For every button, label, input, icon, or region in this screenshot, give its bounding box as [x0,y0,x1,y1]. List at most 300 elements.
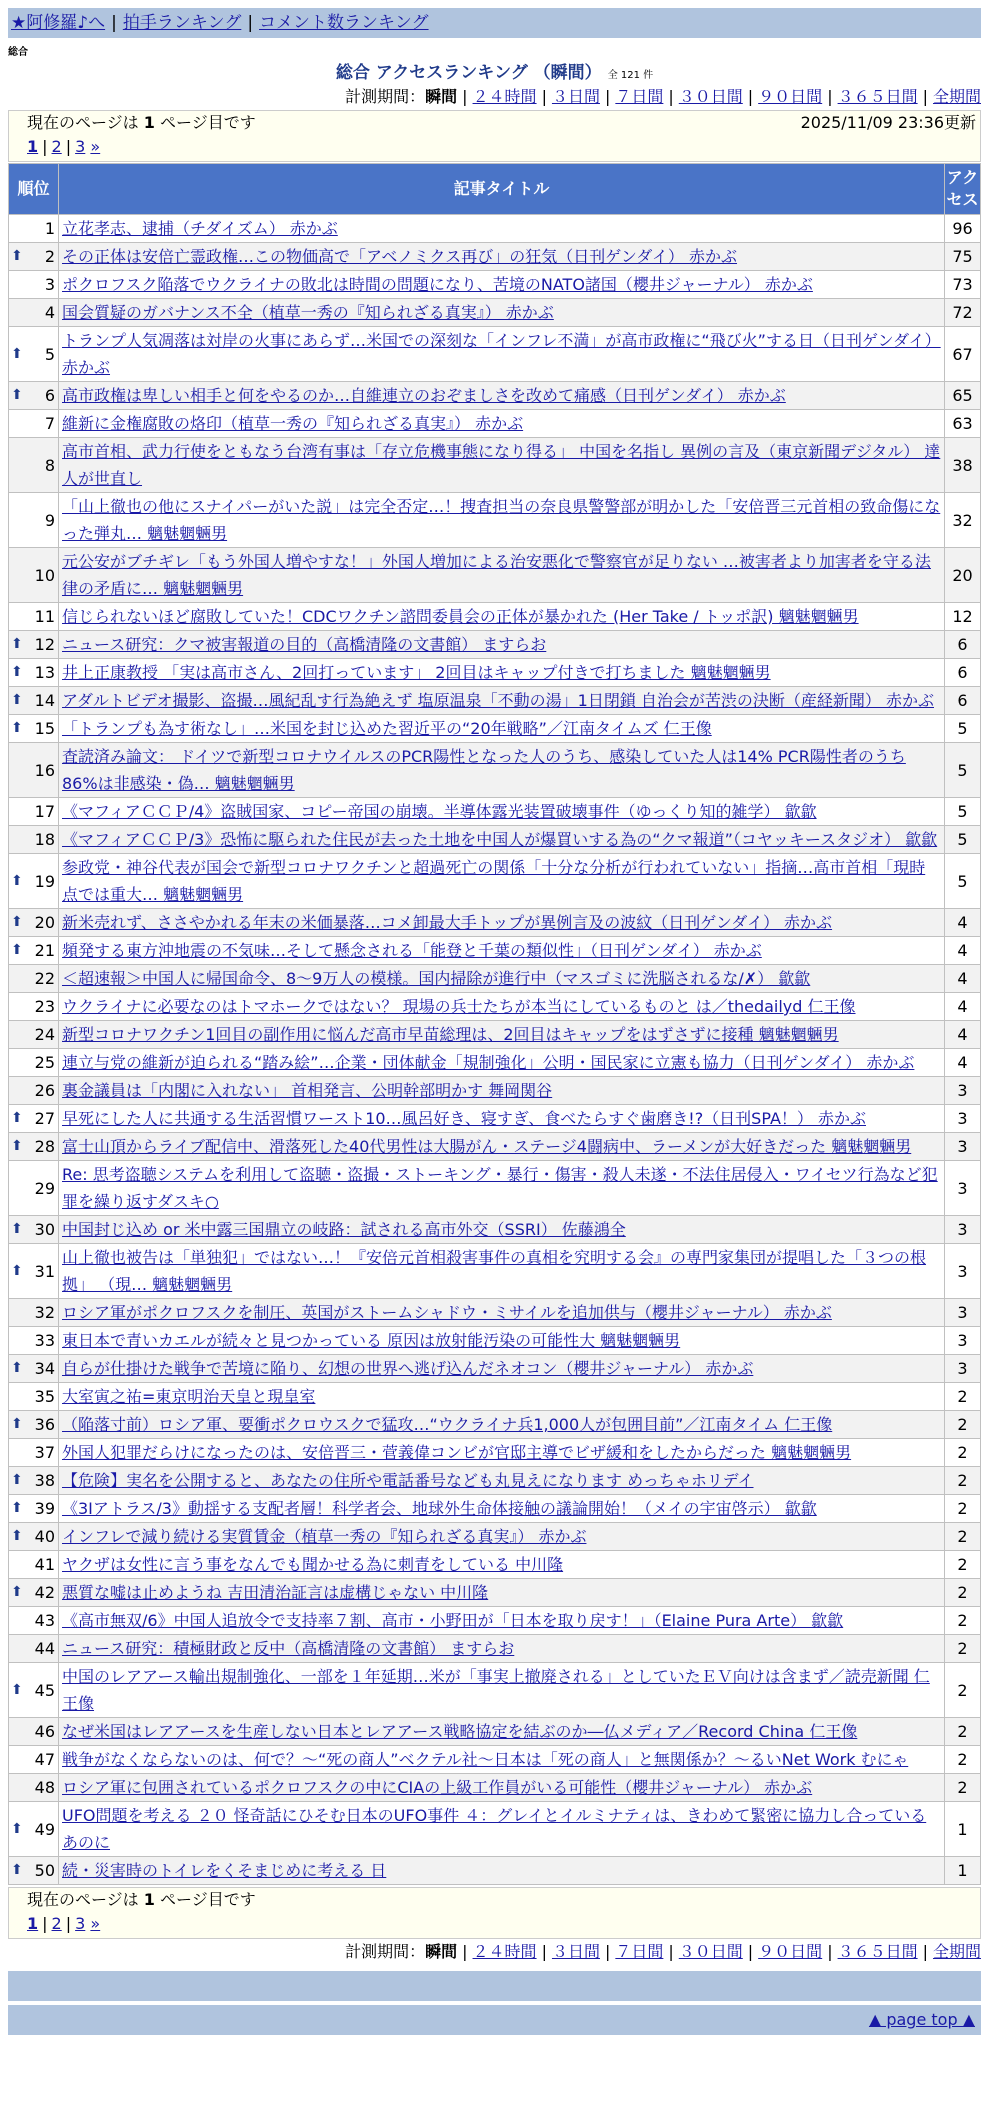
rank-cell [9,715,58,742]
table-row [9,715,980,742]
article-title-link[interactable]: 参政党・神谷代表が国会で新型コロナワクチンと超過死亡の関係「十分な分析が行われていない」指摘…高市首相「現時点では重大… 魑魅魍魎男 [62,858,926,904]
article-title-link[interactable]: 新米売れず、ささやかれる年末の米価暴落…コメ卸最大手トップが異例言及の波紋（日刊ゲンダイ） 赤かぶ [62,913,833,932]
table-row [9,1355,980,1382]
pager-status-suffix: ページ目です [160,113,256,132]
arrow-up-icon: ⬆ [11,1221,23,1237]
next-page-link[interactable]: » [90,137,101,156]
top-nav-bar [8,8,981,38]
rank-number: 38 [34,1471,55,1490]
article-title-link[interactable]: アダルトビデオ撮影、盗撮…風紀乱す行為絶えず 塩原温泉「不動の湯」1日閉鎖 自治会が苦渋の決断（産経新聞） 赤かぶ [62,691,934,710]
updated-timestamp: 2025/11/09 23:36更新 [800,113,976,132]
access-count: 4 [945,993,980,1020]
table-row [9,1299,980,1326]
access-count: 3 [945,1299,980,1326]
arrow-up-icon: ⬆ [11,1862,23,1878]
rank-cell [9,1607,58,1634]
rank-number: 42 [34,1583,55,1602]
table-row [9,1077,980,1104]
arrow-up-icon: ⬆ [11,1528,23,1544]
access-count: 12 [945,603,980,630]
rank-cell [9,743,58,797]
access-count: 3 [945,1077,980,1104]
title-cell [59,1383,944,1410]
article-title-link[interactable]: 連立与党の維新が迫られる“踏み絵”…企業・団体献金「規制強化」公明・国民家に立憲も協力（日刊ゲンダイ） 赤かぶ [62,1053,915,1072]
access-count: 6 [945,687,980,714]
rank-number: 30 [34,1220,55,1239]
title-cell [59,659,944,686]
table-row [9,1635,980,1662]
period-separator: | [827,1942,833,1961]
access-count: 5 [945,826,980,853]
arrow-up-icon: ⬆ [11,1110,23,1126]
article-title-link[interactable]: ロシア軍に包囲されているポクロフスクの中にCIAの上級工作員がいる可能性（櫻井ジャーナル） 赤かぶ [62,1778,813,1797]
title-cell [59,1495,944,1522]
access-count: 2 [945,1467,980,1494]
rank-cell [9,1077,58,1104]
page-link[interactable]: 2 [51,137,62,156]
arrow-up-icon: ⬆ [11,248,23,264]
rank-cell [9,687,58,714]
category-label: 総合 [8,47,28,58]
table-row [9,993,980,1020]
article-title-link[interactable]: 《マフィアＣＣＰ/3》恐怖に駆られた住民が去った土地を中国人が爆買いする為の“クマ報道”（コヤッキースタジオ） 歙歙 [62,830,938,849]
article-title-link[interactable]: 中国のレアアース輸出規制強化、一部を１年延期…米が「事実上撤廃される」としていたＥＶ向けは含まず／読売新聞 仁王像 [62,1667,930,1713]
rank-cell [9,1383,58,1410]
table-row [9,1049,980,1076]
article-title-link[interactable]: 戦争がなくならないのは、何で？〜“死の商人”ベクテル社〜日本は「死の商人」と無関係か？〜るいNet Work むにゃ [62,1750,909,1769]
title-cell [59,965,944,992]
article-title-link[interactable]: 富士山頂からライブ配信中、滑落死した40代男性は大腸がん・ステージ4闘病中、ラーメンが大好きだった 魑魅魍魎男 [62,1137,912,1156]
rank-cell [9,826,58,853]
rank-cell [9,1467,58,1494]
article-title-link[interactable]: （陥落寸前）ロシア軍、要衝ポクロウスクで猛攻…“ウクライナ兵1,000人が包囲目前”／江南タイム 仁王像 [62,1415,833,1434]
page-link[interactable]: 3 [75,137,86,156]
rank-cell [9,1021,58,1048]
rank-cell [9,1244,58,1298]
access-count: 3 [945,1327,980,1354]
rank-cell [9,299,58,326]
rank-cell [9,382,58,409]
title-cell [59,1746,944,1773]
rank-cell [9,631,58,658]
title-cell [59,1635,944,1662]
rank-cell [9,993,58,1020]
table-row [9,1857,980,1884]
title-cell [59,798,944,825]
article-title-link[interactable]: 【危険】実名を公開すると、あなたの住所や電話番号なども丸見えになります めっちゃホリデイ [62,1471,754,1490]
article-title-link[interactable]: 山上徹也被告は「単独犯」ではない…！『安倍元首相殺害事件の真相を究明する会』の専門家集団が提唱した「３つの根拠」 （現… 魑魅魍魎男 [62,1248,927,1294]
period-separator: | [462,87,468,106]
access-count: 2 [945,1383,980,1410]
rank-cell [9,1133,58,1160]
table-row [9,603,980,630]
rank-number: 14 [34,691,55,710]
article-title-link[interactable]: 悪質な嘘は止めようね 吉田清治証言は虚構じゃない 中川隆 [62,1583,489,1602]
rank-cell [9,1663,58,1717]
period-separator: | [604,87,611,106]
table-row [9,1439,980,1466]
rank-number: 1 [44,219,55,238]
article-title-link[interactable]: 東日本で青いカエルが続々と見つかっている 原因は放射能汚染の可能性大 魑魅魍魎男 [62,1331,681,1350]
arrow-up-icon: ⬆ [11,1472,23,1488]
access-count: 3 [945,1133,980,1160]
rank-cell [9,243,58,270]
article-title-link[interactable]: 《マフィアＣＣＰ/4》盗賊国家、コピー帝国の崩壊。半導体露光装置破壊事件（ゆっくり知的雑学） 歙歙 [62,802,817,821]
rank-number: 46 [34,1722,55,1741]
access-count: 3 [945,1355,980,1382]
period-separator: | [827,87,833,106]
article-title-link[interactable]: トランプ人気凋落は対岸の火事にあらず…米国での深刻な「インフレ不満」が高市政権に“飛び火”する日（日刊ゲンダイ） 赤かぶ [62,331,941,377]
rank-number: 12 [34,635,55,654]
rank-number: 7 [44,414,55,433]
access-count: 4 [945,909,980,936]
period-link[interactable]: ３０日間 [678,87,743,106]
table-row [9,1551,980,1578]
access-count: 4 [945,965,980,992]
rank-number: 3 [44,275,55,294]
article-title-link[interactable]: 自らが仕掛けた戦争で苦境に陥り、幻想の世界へ逃げ込んだネオコン（櫻井ジャーナル） 赤かぶ [62,1359,754,1378]
period-separator: | [668,87,674,106]
period-separator: | [604,1942,611,1961]
rank-number: 31 [34,1261,55,1281]
table-row [9,1495,980,1522]
pager-bottom [8,1887,981,1939]
title-cell [59,1718,944,1745]
rank-number: 28 [34,1137,55,1156]
rank-number: 15 [34,719,55,738]
article-title-link[interactable]: ロシア軍がポクロフスクを制圧、英国がストームシャドウ・ミサイルを追加供与（櫻井ジャーナル） 赤かぶ [62,1303,832,1322]
rank-cell [9,493,58,547]
rank-cell [9,854,58,908]
table-row [9,1746,980,1773]
rank-number: 37 [34,1443,55,1462]
rank-cell [9,438,58,492]
article-title-link[interactable]: ウクライナに必要なのはトマホークではない？ 現場の兵士たちが本当にしているものと は／thedailyd 仁王像 [62,997,856,1016]
home-link[interactable]: ★阿修羅♪へ [11,13,106,33]
article-title-link[interactable]: 維新に金権腐敗の烙印（植草一秀の『知られざる真実』） 赤かぶ [62,414,524,433]
article-title-link[interactable]: 中国封じ込め or 米中露三国鼎立の岐路：試される高市外交（SSRI） 佐藤鴻全 [62,1220,626,1239]
access-count: 72 [945,299,980,326]
table-row [9,548,980,602]
rank-number: 21 [34,941,55,960]
rank-number: 44 [34,1639,55,1658]
title-cell [59,1133,944,1160]
access-count: 96 [945,215,980,242]
table-row [9,743,980,797]
rank-number: 39 [34,1499,55,1518]
rank-number: 18 [34,830,55,849]
period-link[interactable]: ３６５日間 [837,1942,918,1961]
period-link[interactable]: ３日間 [551,87,600,106]
arrow-up-icon: ⬆ [11,1584,23,1600]
table-row [9,798,980,825]
page-title-text: 総合 アクセスランキング （瞬間） [335,63,602,83]
rank-number: 13 [34,663,55,682]
access-count: 2 [945,1774,980,1801]
pager-separator: | [65,1914,72,1933]
page-top-link[interactable]: ▲ page top ▲ [868,2010,975,2029]
title-cell [59,438,944,492]
rank-cell [9,271,58,298]
pager-status-suffix: ページ目です [160,1890,256,1909]
page-link-current[interactable]: 1 [27,137,39,156]
article-title-link[interactable]: 裏金議員は「内閣に入れない」 首相発言、公明幹部明かす 舞岡関谷 [62,1081,553,1100]
period-selector-top [8,86,981,108]
table-row [9,327,980,381]
table-row [9,965,980,992]
article-title-link[interactable]: その正体は安倍亡霊政権…この物価高で「アベノミクス再び」の狂気（日刊ゲンダイ） 赤かぶ [62,247,738,266]
pager-status-row [27,1888,976,1912]
rank-number: 36 [34,1415,55,1434]
article-title-link[interactable]: 「山上徹也の他にスナイパーがいた説」は完全否定…！捜査担当の奈良県警警部が明かした「安倍晋三元首相の致命傷になった弾丸… 魑魅魍魎男 [62,497,941,543]
period-separator: | [922,1942,928,1961]
access-count: 2 [945,1746,980,1773]
period-link[interactable]: ３日間 [551,1942,600,1961]
next-page-link[interactable]: » [90,1914,101,1933]
rank-cell [9,603,58,630]
arrow-up-icon: ⬆ [11,1262,23,1279]
rank-cell [9,1299,58,1326]
article-title-link[interactable]: ヤクザは女性に言う事をなんでも聞かせる為に刺青をしている 中川隆 [62,1555,564,1574]
rank-cell [9,1439,58,1466]
article-title-link[interactable]: 元公安がブチギレ「もう外国人増やすな！」外国人増加による治安悪化で警察官が足りない …被害者より加害者を守る法律の矛盾に… 魑魅魍魎男 [62,552,931,598]
title-cell [59,1105,944,1132]
article-title-link[interactable]: 査読済み論文： ドイツで新型コロナウイルスのPCR陽性となった人のうち、感染していた人は14% PCR陽性者のうち86%は非感染・偽… 魑魅魍魎男 [62,747,906,793]
table-row [9,271,980,298]
arrow-up-icon: ⬆ [11,387,23,403]
rank-number: 6 [44,386,55,405]
arrow-up-icon: ⬆ [11,664,23,680]
table-row [9,1161,980,1215]
access-count: 4 [945,937,980,964]
rank-number: 10 [34,565,55,585]
title-cell [59,1021,944,1048]
pager-status-prefix: 現在のページは [27,1890,139,1909]
rank-cell [9,1161,58,1215]
table-row [9,1383,980,1410]
access-count: 4 [945,1021,980,1048]
article-title-link[interactable]: 立花孝志、逮捕（チダイズム） 赤かぶ [62,219,338,238]
rank-cell [9,937,58,964]
rank-number: 50 [34,1861,55,1880]
table-row [9,215,980,242]
period-selector-bottom [8,1941,981,1963]
pager-separator: | [42,1914,48,1933]
article-title-link[interactable]: 続・災害時のトイレをくそまじめに考える 日 [62,1861,387,1880]
period-current: 瞬間 [425,1942,458,1961]
rank-number: 29 [34,1178,55,1198]
table-row [9,1579,980,1606]
period-link[interactable]: ３６５日間 [837,87,918,106]
article-title-link[interactable]: 高市政権は卑しい相手と何をやるのか…自維連立のおぞましさを改めて痛感（日刊ゲンダイ） 赤かぶ [62,386,786,405]
arrow-up-icon: ⬆ [11,345,23,362]
period-label: 計測期間： [345,87,426,106]
access-count: 2 [945,1495,980,1522]
applause-ranking-link[interactable]: 拍手ランキング [122,13,242,33]
title-cell [59,1857,944,1884]
rank-number: 43 [34,1611,55,1630]
article-title-link[interactable]: 信じられないほど腐敗していた！CDCワクチン諮問委員会の正体が暴かれた (Her Take / トッポ訳) 魑魅魍魎男 [62,607,859,626]
table-row [9,299,980,326]
table-row [9,854,980,908]
page-link[interactable]: 3 [75,1914,86,1933]
article-title-link[interactable]: ＜超速報＞中国人に帰国命令、8〜9万人の模様。国内掃除が進行中（マスゴミに洗脳されるな/✗） 歙歙 [62,969,811,988]
title-cell [59,743,944,797]
arrow-up-icon: ⬆ [11,1416,23,1432]
article-title-link[interactable]: インフレで減り続ける実質賃金（植草一秀の『知られざる真実』） 赤かぶ [62,1527,587,1546]
access-count: 2 [945,1551,980,1578]
rank-cell [9,1579,58,1606]
rank-cell [9,327,58,381]
access-count: 5 [945,743,980,797]
article-title-link[interactable]: Re: 思考盗聴システムを利用して盗聴・盗撮・ストーキング・暴行・傷害・殺人未遂・不法住居侵入・ワイセツ行為など犯罪を繰り返すダスキ○ [62,1165,938,1211]
access-count: 3 [945,1216,980,1243]
table-row [9,1105,980,1132]
arrow-up-icon: ⬆ [11,942,23,958]
ranking-table [8,163,981,1885]
rank-cell [9,548,58,602]
article-title-link[interactable]: 外国人犯罪だらけになったのは、安倍晋三・菅義偉コンビが官邸主導でビザ緩和をしたからだった 魑魅魍魎男 [62,1443,852,1462]
arrow-up-icon: ⬆ [11,1820,23,1837]
period-link[interactable]: ９０日間 [758,87,823,106]
period-link[interactable]: ２４時間 [472,1942,537,1961]
access-count: 4 [945,1049,980,1076]
access-count: 5 [945,854,980,908]
period-separator: | [747,87,754,106]
pager-status-prefix: 現在のページは [27,113,139,132]
arrow-up-icon: ⬆ [11,692,23,708]
period-label: 計測期間： [345,1942,426,1961]
article-title-link[interactable]: 新型コロナワクチン1回目の副作用に悩んだ高市早苗総理は、2回目はキャップをはずさずに接種 魑魅魍魎男 [62,1025,839,1044]
rank-cell [9,215,58,242]
title-cell [59,1411,944,1438]
rank-number: 8 [44,455,55,475]
rank-number: 45 [34,1680,55,1700]
table-row [9,1663,980,1717]
access-count: 32 [945,493,980,547]
title-cell [59,993,944,1020]
pager-status [27,1888,256,1912]
period-separator: | [747,1942,754,1961]
rank-number: 19 [34,871,55,891]
table-row [9,1411,980,1438]
period-link[interactable]: ２４時間 [472,87,537,106]
table-row [9,243,980,270]
rank-cell [9,1746,58,1773]
article-title-link[interactable]: 国会質疑のガバナンス不全（植草一秀の『知られざる真実』） 赤かぶ [62,303,554,322]
title-cell [59,1523,944,1550]
access-count: 38 [945,438,980,492]
article-title-link[interactable]: 「トランプも為す術なし」…米国を封じ込めた習近平の“20年戦略”／江南タイムズ 仁王像 [62,719,712,738]
access-count: 1 [945,1802,980,1856]
article-title-link[interactable]: ニュース研究：積極財政と反中（高橋清隆の文書館） ますらお [62,1639,515,1658]
rank-number: 22 [34,969,55,988]
article-title-link[interactable]: なぜ米国はレアアースを生産しない日本とレアアース戦略協定を結ぶのか―仏メディア／Record China 仁王像 [62,1722,858,1741]
pager-separator: | [65,137,72,156]
period-link[interactable]: ３０日間 [678,1942,743,1961]
access-count: 6 [945,659,980,686]
access-count: 73 [945,271,980,298]
pager-status-row [27,111,976,135]
rank-cell [9,410,58,437]
article-title-link[interactable]: UFO問題を考える ２０ 怪奇話にひそむ日本のUFO事件 ４：グレイとイルミナティは、きわめて緊密に協力し合っている あのに [62,1806,927,1852]
rank-number: 47 [34,1750,55,1769]
rank-cell [9,1635,58,1662]
comment-ranking-link[interactable]: コメント数ランキング [259,13,429,33]
rank-cell [9,659,58,686]
title-cell [59,909,944,936]
article-title-link[interactable]: 早死にした人に共通する生活習慣ワースト10…風呂好き、寝すぎ、食べたらすぐ歯磨き!?（日刊SPA！） 赤かぶ [62,1109,866,1128]
page-link[interactable]: 2 [51,1914,62,1933]
article-title-link[interactable]: 高市首相、武力行使をともなう台湾有事は「存立危機事態になり得る」 中国を名指し 異例の言及（東京新聞デジタル） 達人が世直し [62,442,941,488]
period-separator: | [922,87,928,106]
table-row [9,1802,980,1856]
title-cell [59,215,944,242]
article-title-link[interactable]: ポクロフスク陥落でウクライナの敗北は時間の問題になり、苦境のNATO諸国（櫻井ジャーナル） 赤かぶ [62,275,813,294]
table-row [9,438,980,492]
arrow-up-icon: ⬆ [11,1138,23,1154]
period-link[interactable]: ９０日間 [758,1942,823,1961]
rank-cell [9,1718,58,1745]
pager-links-row [27,135,976,159]
access-count: 2 [945,1523,980,1550]
bottom-bar [8,1971,981,2001]
article-title-link[interactable]: ニュース研究：クマ被害報道の目的（高橋清隆の文書館） ますらお [62,635,547,654]
article-title-link[interactable]: 頻発する東方沖地震の不気味…そして懸念される「能登と千葉の類似性」（日刊ゲンダイ） 赤かぶ [62,941,762,960]
period-separator: | [668,1942,674,1961]
col-rank-header: 順位 [9,164,58,214]
rank-number: 24 [34,1025,55,1044]
pager-status [27,111,256,135]
title-cell [59,1161,944,1215]
title-cell [59,937,944,964]
title-cell [59,1216,944,1243]
title-cell [59,1327,944,1354]
rank-number: 20 [34,913,55,932]
pager-top [8,110,981,162]
rank-cell [9,1495,58,1522]
title-cell [59,548,944,602]
article-title-link[interactable]: 大室寅之祐=東京明治天皇と現皇室 [62,1387,316,1406]
title-cell [59,1244,944,1298]
table-row [9,909,980,936]
title-cell [59,631,944,658]
period-link[interactable]: ７日間 [615,87,664,106]
page-link-current[interactable]: 1 [27,1914,39,1933]
period-link[interactable]: 全期間 [932,87,981,106]
title-cell [59,826,944,853]
table-row [9,826,980,853]
article-title-link[interactable]: 《3Iアトラス/3》動揺する支配者層！科学者会、地球外生命体接触の議論開始！（メイの宇宙啓示） 歙歙 [62,1499,817,1518]
title-cell [59,603,944,630]
article-title-link[interactable]: 《高市無双/6》中国人追放令で支持率７割、高市・小野田が「日本を取り戻す！」（Elaine Pura Arte） 歙歙 [62,1611,844,1630]
rank-number: 40 [34,1527,55,1546]
access-count: 2 [945,1663,980,1717]
rank-cell [9,1105,58,1132]
table-row [9,1244,980,1298]
rank-number: 49 [34,1819,55,1839]
table-row [9,659,980,686]
pager-links-row [27,1912,976,1936]
period-link[interactable]: ７日間 [615,1942,664,1961]
access-count: 2 [945,1635,980,1662]
period-link[interactable]: 全期間 [932,1942,981,1961]
title-cell [59,1579,944,1606]
table-row [9,1467,980,1494]
article-title-link[interactable]: 井上正康教授 「実は高市さん、2回打っています」 2回目はキャップ付きで打ちました 魑魅魍魎男 [62,663,771,682]
access-count: 67 [945,327,980,381]
arrow-up-icon: ⬆ [11,1500,23,1516]
